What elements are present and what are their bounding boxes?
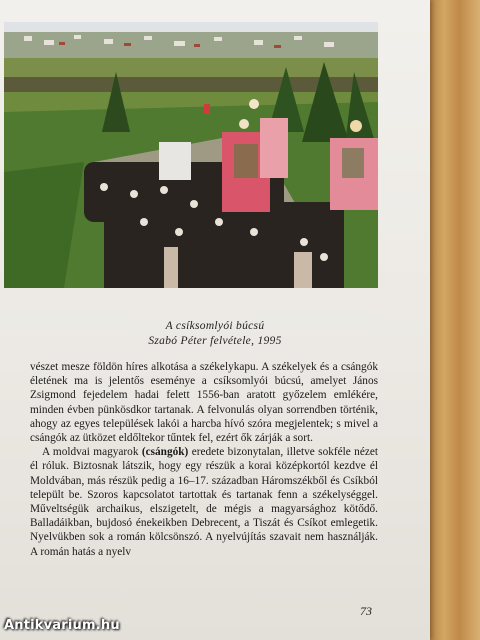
watermark: Antikvarium.hu (4, 618, 120, 633)
wood-background (428, 0, 480, 640)
paragraph-2-rest: eredete bizonytalan, illetve sokféle nézet él róluk. Biztosnak látszik, hogy egy részük a korai középkortól kezdve él Moldvában, más részük pedig a 16–17. században Háromszékből és Csíkból települt be. Szoros kapcsolatot tartottak és tartanak fenn a székelységgel. Műveltségük archaikus, elszigetelt, de mégis a magyarsághoz kötődő. Balladáikban, bujdosó énekeikben Debrecent, a Tiszát és Csíkot emlegetik. Nyelvükben sok a román kölcsönszó. A nyelvújítás szavait nem használják. A román hatás a nyelv (30, 446, 379, 558)
page-number: 73 (360, 604, 372, 618)
paragraph-2 (30, 445, 378, 559)
paragraph-2-lead: A moldvai magyarok (42, 446, 142, 459)
paragraph-1: vészet mesze földön híres alkotása a székelykapu. A székelyek és a csángók életének ma is jelentős eseménye a csíksomlyói búcsú, amelyet János Zsigmond fejedelem hadai felett 1556-ban aratott győzelem emlékére, minden évben pünkösdkor tartanak. A felvonulás olyan sorrendben történik, ahogy az egyes települések lakói a harcba hívó szóra megjelentek; s mivel a csángók az ütközet eldőltekor tűntek fel, ezért ők zárják a sort. (30, 361, 378, 445)
photo-caption-credit: Szabó Péter felvétele, 1995 (148, 335, 282, 347)
paragraph-2-term: (csángók) (141, 446, 189, 459)
body-text (30, 360, 378, 559)
procession-photo (4, 22, 378, 288)
photo-caption-title: A csíksomlyói búcsú (165, 320, 265, 332)
